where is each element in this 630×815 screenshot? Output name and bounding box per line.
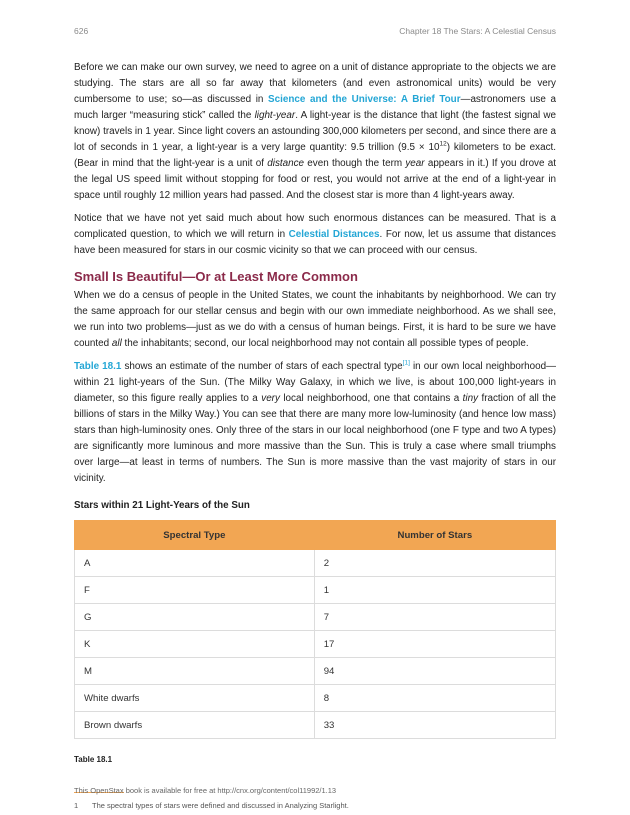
spectral-type-cell: White dwarfs — [75, 685, 315, 712]
spectral-type-cell: A — [75, 550, 315, 577]
count-cell: 33 — [314, 712, 555, 739]
paragraph-1: Before we can make our own survey, we need to agree on a unit of distance appropriate to the objects we are studying. The stars are all so far away that kilometers (and even astronomical units) would be very cumbersome to use; so—as discussed in Science and the Universe: A Brief Tour—astronomers use a much larger “measuring stick” called the light-year. A light-year is the distance that light (the fastest signal we know) travels in 1 year. Since light covers an astounding 300,000 kilometers per second, and since there are a lot of seconds in 1 year, a light-year is a very large quantity: 9.5 trillion $(9.5 \times 10^{12})$ kilometers to be exact. (Bear in mind that the light-year is a unit of distance even though the term year appears in it.) If you drove at the legal US speed limit without stopping for food or rest, you would not arrive at the end of a light-year in space until roughly 12 million years had passed. And the closest star is more than 4 light-years away. — [74, 62, 556, 201]
spectral-type-cell: Brown dwarfs — [75, 712, 315, 739]
table-row — [75, 631, 556, 658]
link-science-and-universe[interactable]: Science and the Universe: A Brief Tour — [268, 94, 461, 105]
page-number: 626 — [74, 26, 89, 36]
count-cell: 7 — [314, 604, 555, 631]
count-cell: 2 — [314, 550, 555, 577]
table-label: Table 18.1 — [74, 755, 113, 764]
paragraph-4: Table 18.1 shows an estimate of the number of stars of each spectral type[1] in our own local neighborhood—within 21 light-years of the Sun. (The Milky Way Galaxy, in which we live, is about 100,000 light-years in diameter, so this figure really applies to a very local neighborhood, one that contains a tiny fraction of all the billions of stars in the Milky Way.) You can see that there are many more low-luminosity (and hence low mass) stars than high-luminosity ones. Only three of the stars in our local neighborhood (one F type and two A types) are significantly more luminous and more massive than the Sun. This is truly a case where small triumphs over large—at least in terms of numbers. The Sun is more massive than the vast majority of stars in our vicinity. — [74, 359, 557, 484]
stars-table — [74, 520, 556, 739]
table-row — [75, 658, 556, 685]
spectral-type-cell: G — [75, 604, 315, 631]
spectral-type-cell: M — [75, 658, 315, 685]
table-header-number-of-stars: Number of Stars — [314, 521, 555, 550]
spectral-type-cell: K — [75, 631, 315, 658]
link-analyzing-starlight[interactable]: Analyzing Starlight — [284, 801, 347, 810]
page-footer: This OpenStax book is available for free at http://cnx.org/content/col11992/1.13 — [74, 786, 337, 795]
table-row — [75, 550, 556, 577]
footnote: 1 The spectral types of stars were defined and discussed in Analyzing Starlight. — [74, 801, 349, 810]
table-title: Stars within 21 Light-Years of the Sun — [74, 500, 250, 511]
paragraph-3: When we do a census of people in the United States, we count the inhabitants by neighborhood. We can try the same approach for our stellar census and begin with our own immediate neighborhood. As we shall see, we run into two problems—just as we do with a census of human beings. First, it is hard to be sure we have counted all the inhabitants; second, our local neighborhood may not contain all possible types of people. — [74, 290, 556, 349]
count-cell: 8 — [314, 685, 555, 712]
page-content — [74, 60, 556, 810]
link-celestial-distances[interactable]: Celestial Distances — [288, 229, 380, 240]
table-row — [75, 604, 556, 631]
link-table-18-1[interactable]: Table 18.1 — [74, 361, 122, 372]
table-header-spectral-type: Spectral Type — [75, 521, 315, 550]
table-row — [75, 712, 556, 739]
count-cell: 1 — [314, 577, 555, 604]
table-row — [75, 685, 556, 712]
footnote-ref[interactable]: [1] — [402, 359, 410, 367]
paragraph-2: Notice that we have not yet said much about how such enormous distances can be measured. That is a complicated question, to which we will return in Celestial Distances. For now, let us assume that distances have been measured for stars in our cosmic vicinity so that we can proceed with our census. — [74, 213, 556, 256]
section-heading: Small Is Beautiful—Or at Least More Common — [74, 269, 358, 284]
chapter-title: Chapter 18 The Stars: A Celestial Census — [399, 26, 556, 36]
spectral-type-cell: F — [75, 577, 315, 604]
table-row — [75, 577, 556, 604]
count-cell: 17 — [314, 631, 555, 658]
count-cell: 94 — [314, 658, 555, 685]
